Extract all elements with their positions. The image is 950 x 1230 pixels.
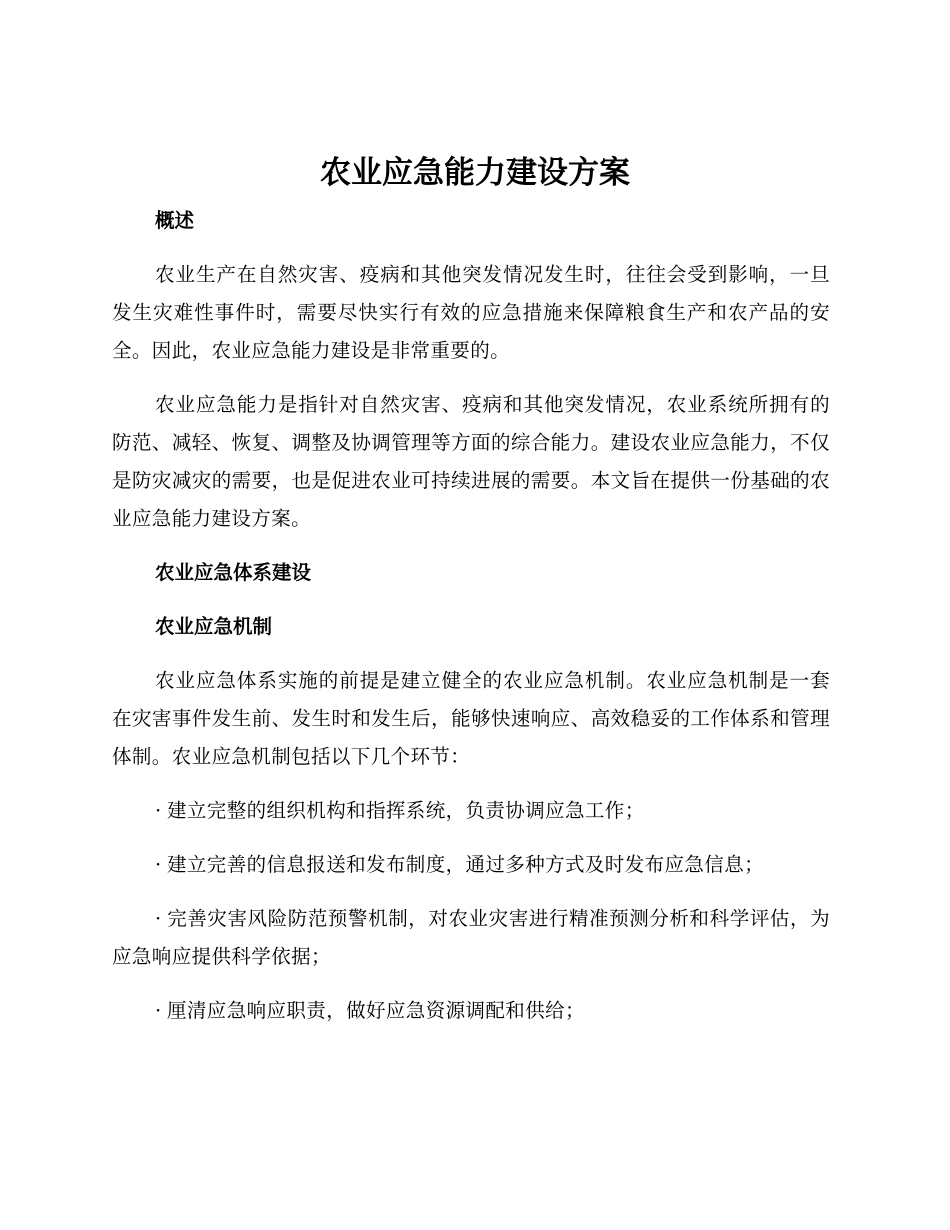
document-body <box>112 202 830 1046</box>
bullet-text: 完善灾害风险防范预警机制，对农业灾害进行精准预测分析和科学评估，为应急响应提供科学依据； <box>112 907 830 968</box>
bullet-dot: · <box>155 853 162 876</box>
bullet-dot: · <box>155 999 162 1022</box>
document-title: 农业应急能力建设方案 <box>320 155 630 191</box>
bullet-item <box>112 900 830 976</box>
paragraph-overview-1: 农业生产在自然灾害、疫病和其他突发情况发生时，往往会受到影响，一旦发生灾难性事件时，需要尽快实行有效的应急措施来保障粮食生产和农产品的安全。因此，农业应急能力建设是非常重要的。 <box>112 263 830 362</box>
bullet-item <box>112 792 830 830</box>
section-heading-system: 农业应急体系建设 <box>155 561 312 584</box>
bullet-dot: · <box>155 799 162 822</box>
bullet-text: 厘清应急响应职责，做好应急资源调配和供给； <box>167 999 585 1022</box>
paragraph-mechanism-1: 农业应急体系实施的前提是建立健全的农业应急机制。农业应急机制是一套在灾害事件发生前、发生时和发生后，能够快速响应、高效稳妥的工作体系和管理体制。农业应急机制包括以下几个环节： <box>112 669 830 768</box>
section-heading-overview: 概述 <box>155 209 195 232</box>
bullet-text: 建立完善的信息报送和发布制度，通过多种方式及时发布应急信息； <box>167 853 765 876</box>
section-heading-mechanism: 农业应急机制 <box>155 615 273 638</box>
bullet-dot: · <box>155 907 162 930</box>
bullet-text: 建立完整的组织机构和指挥系统，负责协调应急工作； <box>167 799 645 822</box>
paragraph-overview-2: 农业应急能力是指针对自然灾害、疫病和其他突发情况，农业系统所拥有的防范、减轻、恢复、调整及协调管理等方面的综合能力。建设农业应急能力，不仅是防灾减灾的需要，也是促进农业可持续进展的需要。本文旨在提供一份基础的农业应急能力建设方案。 <box>112 393 830 530</box>
bullet-item <box>112 992 830 1030</box>
bullet-item <box>112 846 830 884</box>
